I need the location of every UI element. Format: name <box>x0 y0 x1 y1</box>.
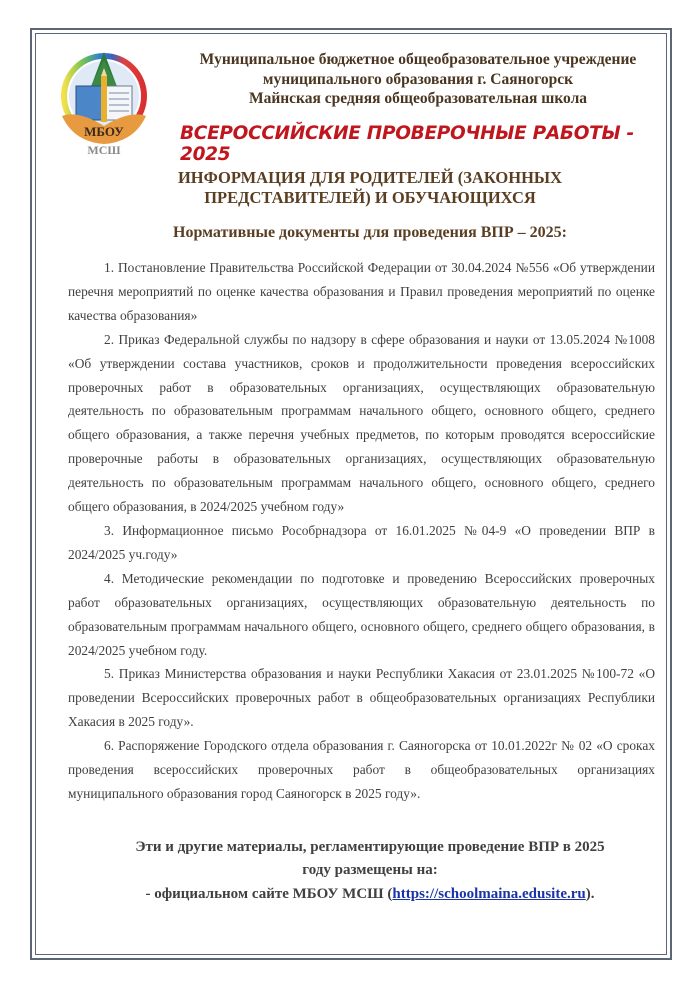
school-website-link[interactable]: https://schoolmaina.edusite.ru <box>392 886 586 902</box>
school-emblem-icon <box>48 46 160 158</box>
logo-text-mbou: МБОУ <box>84 124 124 139</box>
info-heading-line-1: ИНФОРМАЦИЯ ДЛЯ РОДИТЕЛЕЙ (ЗАКОННЫХ <box>177 168 563 187</box>
documents-subtitle: Нормативные документы для проведения ВПР – 2025: <box>173 224 567 241</box>
footer-prefix: - официальном сайте МБОУ МСШ ( <box>145 886 393 902</box>
school-header <box>168 50 668 109</box>
footer-suffix: ). <box>585 886 595 902</box>
header-line-3: Майнская средняя общеобразовательная школа <box>248 90 588 107</box>
document-item: 3. Информационное письмо Рособрнадзора от 16.01.2025 №04-9 «О проведении ВПР в 2024/2025 уч.году» <box>68 522 655 562</box>
header-line-1: Муниципальное бюджетное общеобразовательное учреждение <box>199 51 637 68</box>
footer-line-3 <box>80 883 660 906</box>
document-item: 1. Постановление Правительства Российской Федерации от 30.04.2024 №556 «Об утверждении перечня мероприятий по оценке качества образования и Правил проведения мероприятий по оценке качества образования» <box>68 260 655 323</box>
school-emblem-logo <box>48 46 160 158</box>
logo-text-mssh: МСШ <box>87 143 121 157</box>
info-heading-line-2: ПРЕДСТАВИТЕЛЕЙ) И ОБУЧАЮЩИХСЯ <box>204 188 536 207</box>
documents-list <box>68 256 655 806</box>
document-item: 2. Приказ Федеральной службы по надзору в сфере образования и науки от 13.05.2024 №1008 «Об утверждении состава участников, сроков и продолжительности проведения всероссийских проверочных работ в образовательных организациях, осуществляющих образовательную деятельность по образовательным программам начального общего, основного общего, среднего общего образования, а также перечня учебных предметов, по которым проводятся всероссийские проверочные работы в образовательных организациях, осуществляющих образовательную деятельность по образовательным программам начального общего, основного общего, среднего общего образования, в 2024/2025 учебном году» <box>68 331 655 515</box>
header-line-2: муниципального образования г. Саяногорск <box>262 70 574 88</box>
document-item: 6. Распоряжение Городского отдела образования г. Саяногорска от 10.01.2022г № 02 «О сроках проведения всероссийских проверочных работ в общеобразовательных организациях муниципального образования город Саяногорск в 2025 году». <box>68 738 655 801</box>
footer-line-1: Эти и другие материалы, регламентирующие проведение ВПР в 2025 <box>135 839 605 855</box>
footer-note <box>80 836 660 906</box>
info-heading <box>120 168 620 208</box>
document-item: 5. Приказ Министерства образования и науки Республики Хакасия от 23.01.2025 №100-72 «О проведении Всероссийских проверочных работ в общеобразовательных организациях Республики Хакасия в 2025 году». <box>68 666 655 730</box>
page-title: ВСЕРОССИЙСКИЕ ПРОВЕРОЧНЫЕ РАБОТЫ - 2025 <box>180 123 634 165</box>
footer-line-2: году размещены на: <box>302 862 438 878</box>
document-item: 4. Методические рекомендации по подготовке и проведению Всероссийских проверочных работ образовательных организациях, осуществляющих образовательную деятельность по образовательным программам начального общего, основного общего, среднего общего образования, в 2024/2025 учебном году. <box>68 570 655 658</box>
